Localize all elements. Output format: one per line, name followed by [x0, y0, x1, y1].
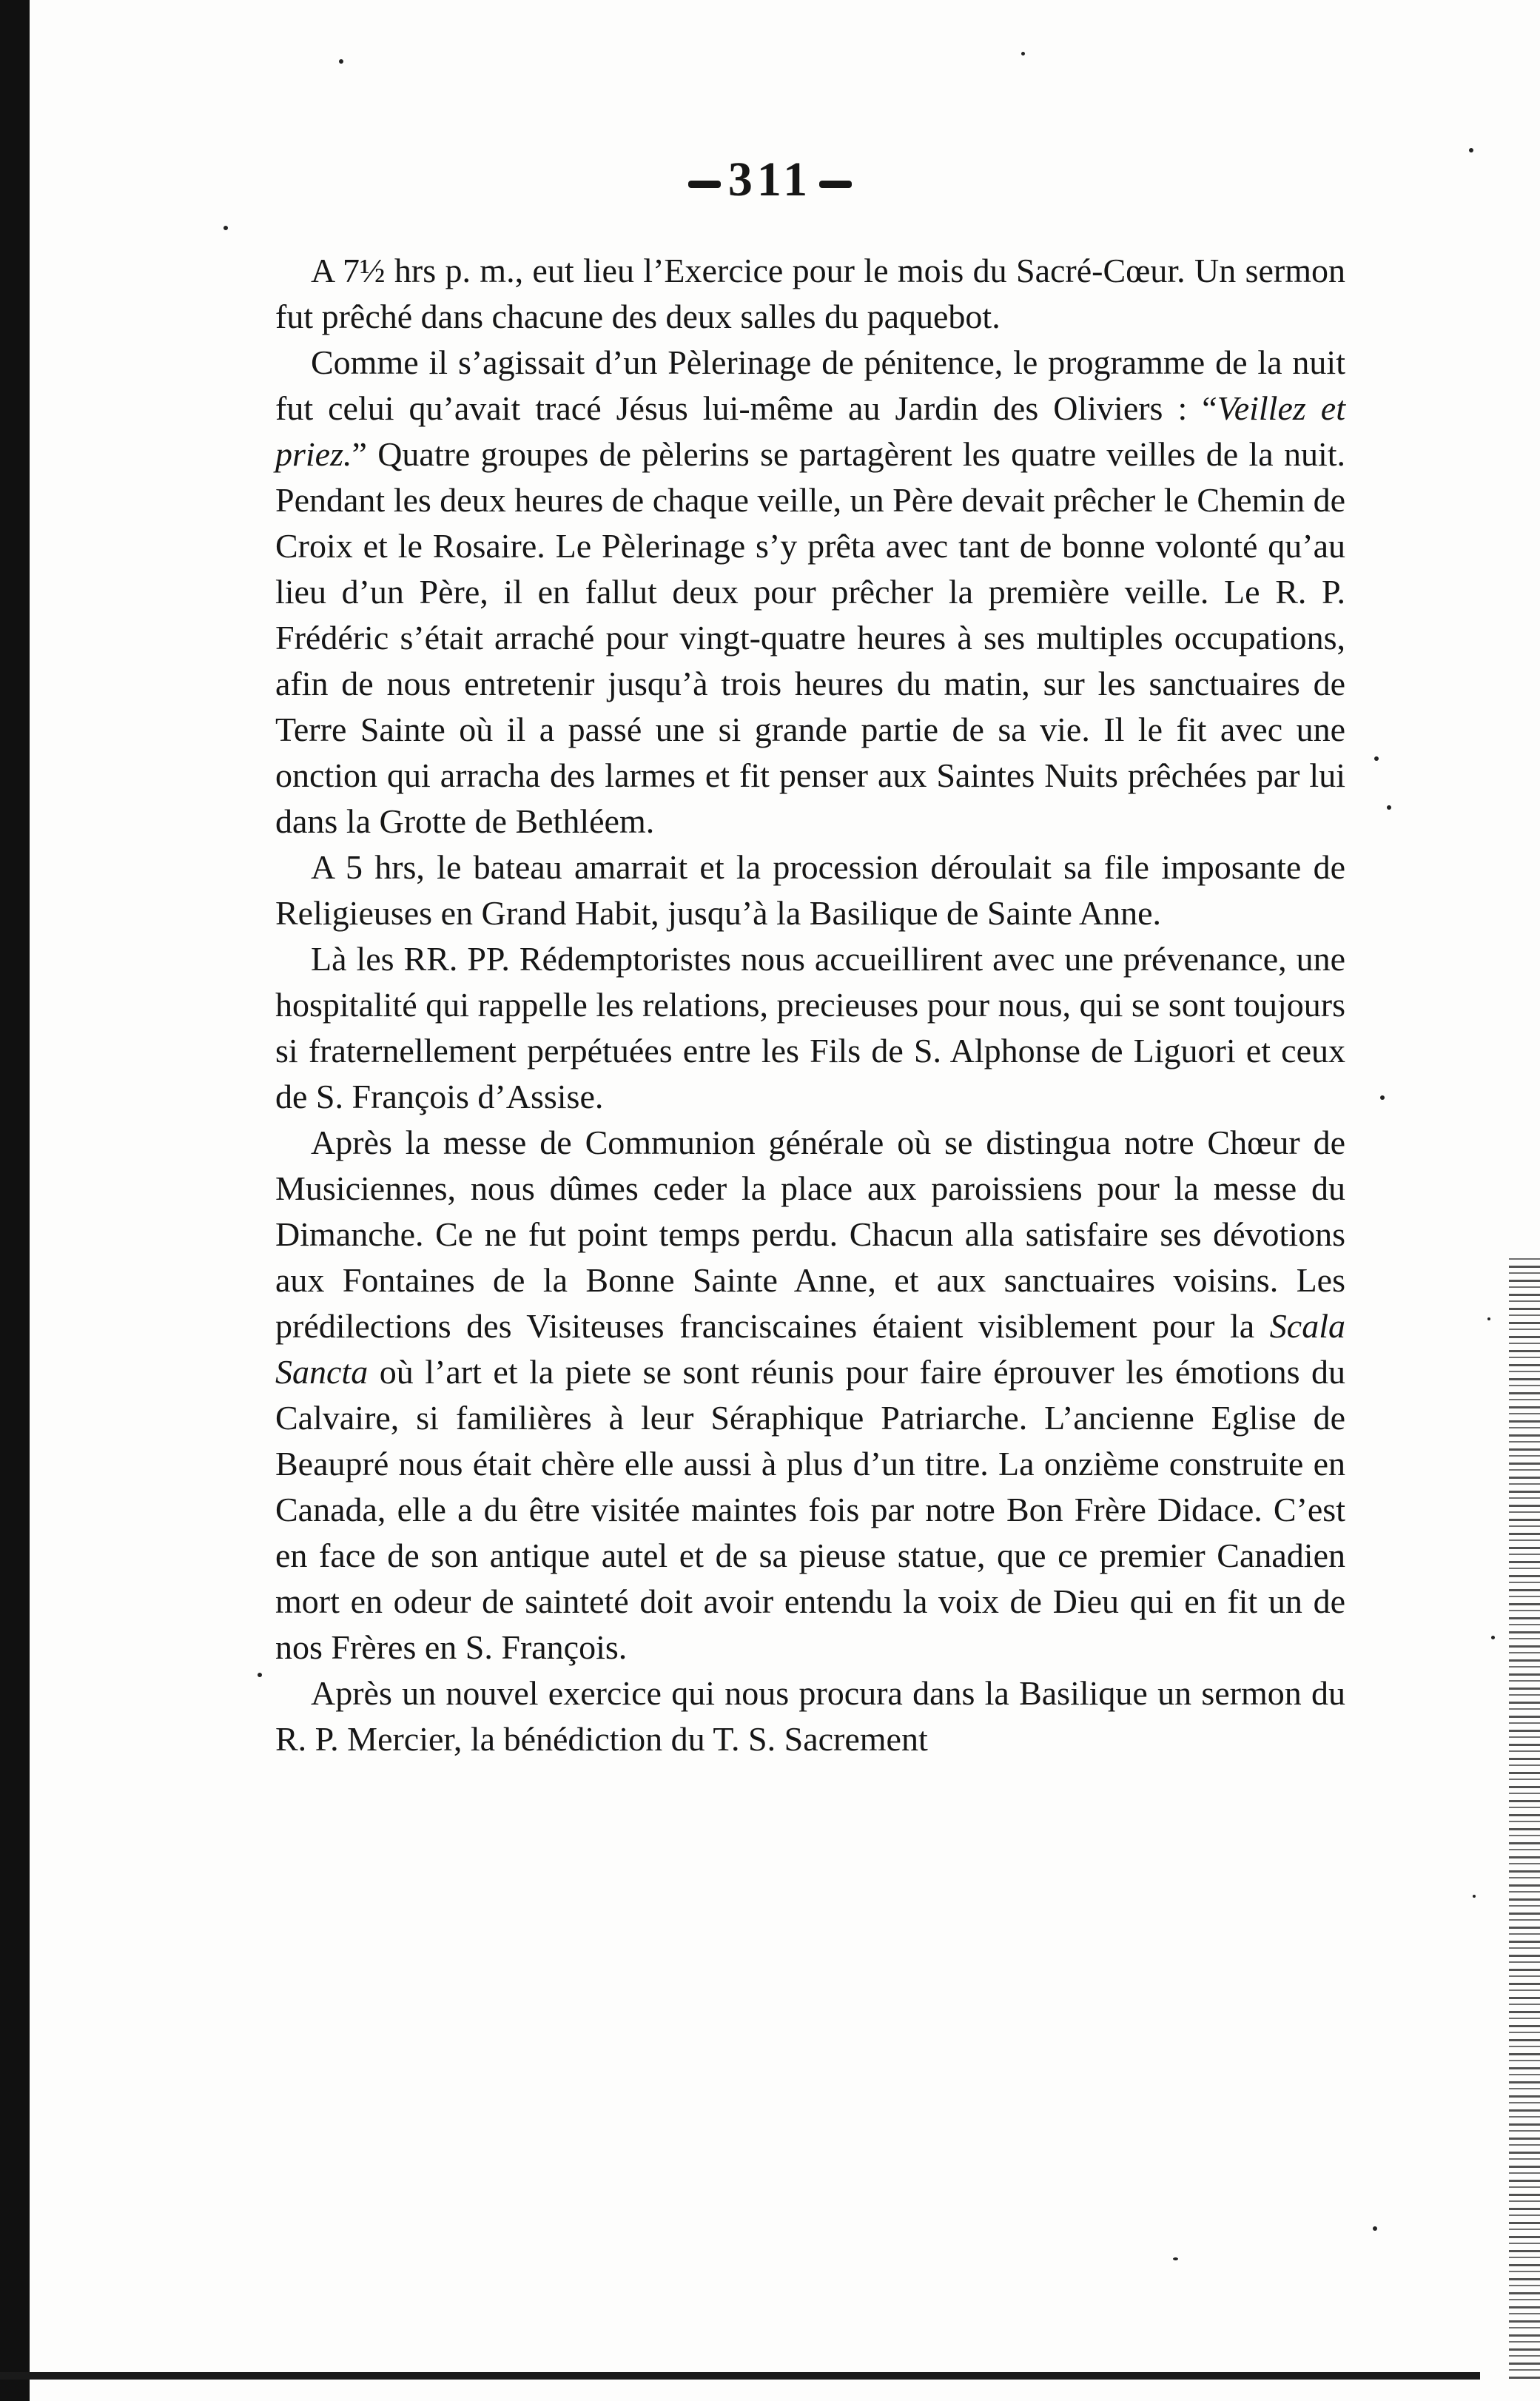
scan-speck — [1380, 1095, 1385, 1100]
page-number-value: 311 — [727, 152, 813, 206]
paragraph: Après un nouvel exercice qui nous procura dans la Basilique un sermon du R. P. Mercier, la bénédiction du T. S. Sacrement — [275, 1674, 1345, 1758]
ornament-right-icon — [819, 181, 852, 188]
paragraph — [275, 340, 1345, 844]
scan-speck — [1173, 2257, 1178, 2260]
paragraph-text: où l’art et la piete se sont réunis pour faire éprouver les émotions du Calvaire, si familières à leur Séraphique Patriarche. L’ancienne Eglise de Beaupré nous était chère elle aussi à plus d’un titre. La onzième construite en Canada, elle a du être visitée maintes fois par notre Bon Frère Didace. C’est en face de son antique autel et de sa pieuse statue, que ce premier Canadien mort en odeur de sainteté doit avoir entendu la voix de Dieu qui en fit un de nos Frères en S. François. — [275, 1353, 1345, 1666]
page-number — [0, 152, 1540, 208]
paragraph-text: ” Quatre groupes de pèlerins se partagèrent les quatre veilles de la nuit. Pendant les deux heures de chaque veille, un Père devait prêcher le Chemin de Croix et le Rosaire. Le Pèlerinage s’y prêta avec tant de bonne volonté qu’au lieu d’un Père, il en fallut deux pour prêcher la première veille. Le R. P. Frédéric s’était arraché pour vingt-quatre heures à ses multiples occupations, afin de nous entretenir jusqu’à trois heures du matin, sur les sanctuaires de Terre Sainte où il a passé une si grande partie de sa vie. Il le fit avec une onction qui arracha des larmes et fit penser aux Saintes Nuits prêchées par lui dans la Grotte de Bethléem. — [275, 435, 1345, 840]
scan-speck — [339, 59, 343, 64]
paragraph: A 7½ hrs p. m., eut lieu l’Exercice pour le mois du Sacré-Cœur. Un sermon fut prêché dans chacune des deux salles du paquebot. — [275, 252, 1345, 335]
scan-edge-right — [1509, 1258, 1540, 2383]
paragraph: A 5 hrs, le bateau amarrait et la procession déroulait sa file imposante de Religieuses en Grand Habit, jusqu’à la Basilique de Sainte Anne. — [275, 848, 1345, 932]
scan-speck — [1387, 805, 1391, 810]
italic-term: Scala Sancta — [275, 1307, 1345, 1391]
scan-speck — [1491, 1636, 1495, 1639]
ornament-left-icon — [688, 181, 721, 188]
scan-speck — [1469, 148, 1473, 152]
scan-speck — [1487, 1317, 1490, 1320]
body-text — [275, 248, 1345, 1762]
scan-speck — [258, 1673, 262, 1677]
scan-speck — [1021, 52, 1025, 56]
scan-speck — [1374, 756, 1379, 761]
scan-speck — [223, 226, 228, 230]
scan-edge-bottom — [0, 2372, 1480, 2380]
paragraph-text: Comme il s’agissait d’un Pèlerinage de pénitence, le programme de la nuit fut celui qu’avait tracé Jésus lui-même au Jardin des Oliviers : “ — [275, 343, 1345, 427]
binding-edge-left — [0, 0, 30, 2401]
scan-speck — [1473, 1895, 1476, 1898]
italic-quote: Veillez et priez. — [275, 389, 1345, 473]
scan-speck — [1373, 2226, 1377, 2231]
paragraph: Là les RR. PP. Rédemptoristes nous accueillirent avec une prévenance, une hospitalité qui rappelle les relations, precieuses pour nous, qui se sont toujours si fraternellement perpétuées entre les Fils de S. Alphonse de Liguori et ceux de S. François d’Assise. — [275, 940, 1345, 1115]
paragraph-text: Après la messe de Communion générale où se distingua notre Chœur de Musiciennes, nous dûmes ceder la place aux paroissiens pour la messe du Dimanche. Ce ne fut point temps perdu. Chacun alla satisfaire ses dévotions aux Fontaines de la Bonne Sainte Anne, et aux sanctuaires voisins. Les prédilections des Visiteuses franciscaines étaient visiblement pour la — [275, 1124, 1345, 1345]
paragraph — [275, 1120, 1345, 1670]
